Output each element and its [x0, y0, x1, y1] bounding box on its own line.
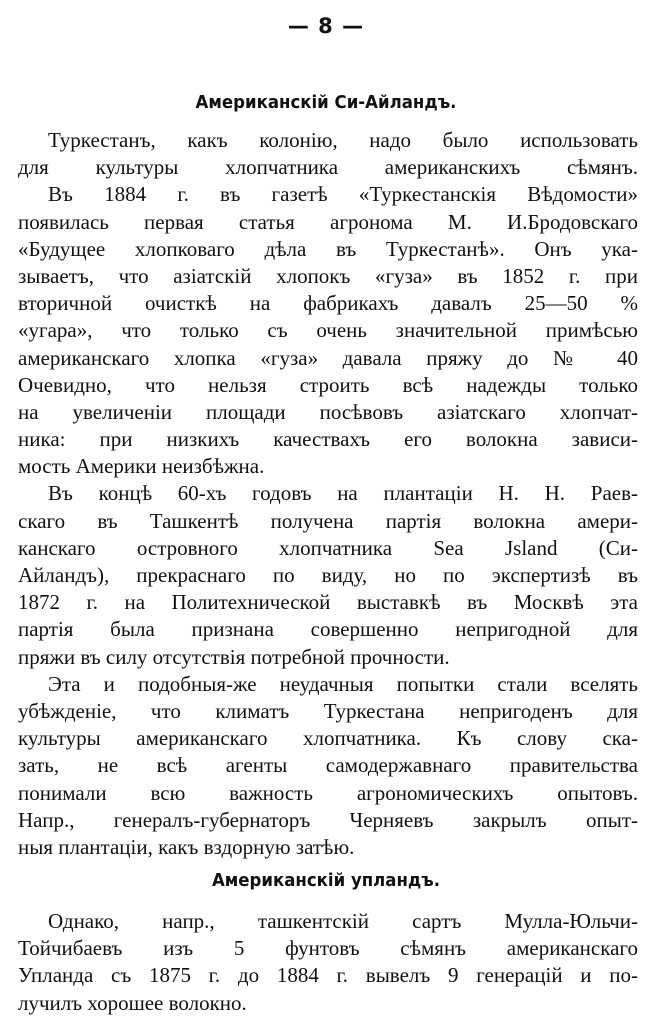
text-line: «угара», что только съ очень значительной примѣсью — [18, 318, 638, 343]
text-line: американскаго хлопка «гуза» давала пряжу до № 40 — [18, 345, 638, 370]
text-line: «Будущее хлопковаго дѣла въ Туркестанѣ». Онъ ука- — [18, 236, 638, 261]
text-line: Айландъ), прекраснаго по виду, но по экспертизѣ въ — [18, 563, 638, 587]
text-line: ника: при низкихъ качествахъ его волокна зависи- — [18, 427, 638, 452]
text-line: лучилъ хорошее волокно. — [18, 990, 247, 1015]
text-line: Эта и подобныя-же неудачныя попытки стали вселять — [48, 671, 638, 696]
text-line: Однако, напр., ташкентскій сартъ Мулла-Юльчи- — [48, 909, 638, 933]
text-line: Въ концѣ 60-хъ годовъ на плантаціи Н. Н. Раев- — [48, 481, 638, 506]
text-line: Тойчибаевъ изъ 5 фунтовъ сѣмянъ американскаго — [18, 936, 638, 961]
text-line: Упланда съ 1875 г. до 1884 г. вывелъ 9 генерацій и по- — [18, 963, 638, 988]
text-line: пряжи въ силу отсутствія потребной прочности. — [18, 644, 450, 669]
text-line: убѣжденіе, что климатъ Туркестана непригоденъ для — [18, 698, 638, 723]
text-line: ныя плантаціи, какъ вздорную затѣю. — [18, 834, 355, 859]
text-line: Очевидно, что нельзя строить всѣ надежды только — [18, 372, 638, 397]
section-body-upland — [18, 908, 638, 1017]
text-line: зать, не всѣ агенты самодержавнаго правительства — [18, 753, 638, 778]
text-line: партія была признана совершенно непригодной для — [18, 617, 638, 642]
text-line: понимали всю важность агрономическихъ опытовъ. — [18, 780, 638, 805]
text-line: появилась первая статья агронома М. И.Бродовскаго — [18, 209, 638, 234]
text-line: зываетъ, что азіатскій хлопокъ «гуза» въ 1852 г. при — [18, 263, 638, 288]
text-line: Напр., генералъ-губернаторъ Черняевъ закрылъ опыт- — [18, 807, 638, 832]
text-line: 1872 г. на Политехнической выставкѣ въ Москвѣ эта — [18, 590, 638, 615]
text-line: канскаго островного хлопчатника Sea Jsland (Си- — [18, 535, 638, 560]
text-line: скаго въ Ташкентѣ получена партія волокна амери- — [18, 508, 638, 533]
text-line: Въ 1884 г. въ газетѣ «Туркестанскія Вѣдомости» — [48, 182, 638, 207]
text-line: Туркестанъ, какъ колонію, надо было использовать — [48, 128, 638, 152]
text-line: на увеличеніи площади посѣвовъ азіатскаго хлопчат- — [18, 399, 638, 424]
section-body-sea-island — [18, 127, 638, 861]
page-number: — 8 — — [287, 14, 365, 38]
section-heading-sea-island: Американскій Си-Айландъ. — [195, 92, 457, 113]
text-line: культуры американскаго хлопчатника. Къ слову ска- — [18, 726, 638, 751]
section-heading-upland: Американскій упландъ. — [211, 870, 441, 891]
text-line: вторичной очисткѣ на фабрикахъ давалъ 25—50 % — [18, 291, 638, 316]
text-line: для культуры хлопчатника американскихъ сѣмянъ. — [18, 155, 638, 180]
text-line: мость Америки неизбѣжна. — [18, 454, 265, 479]
